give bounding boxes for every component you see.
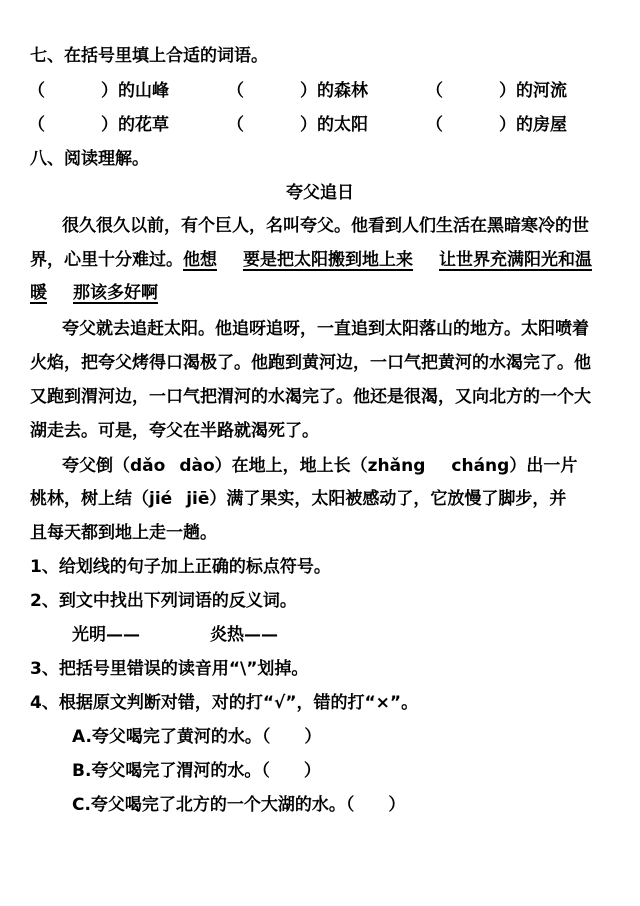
question-3: 3、把括号里错误的读音用“\”划掉。 [30,659,309,679]
paragraph3-line1 [62,455,577,477]
fill-blank-6-text: ）的房屋 [499,115,567,135]
fill-blank-4-text: ）的花草 [101,115,169,135]
paragraph1-line3 [30,282,158,304]
pinyin-option: zhǎng [367,456,426,476]
fill-blank-6 [426,114,567,136]
pinyin-option: jié [149,489,173,509]
pinyin-option: jiē [186,489,210,509]
antonym-word-2: 炎热—— [210,625,278,645]
paragraph3-line3: 且每天都到地上走一趟。 [30,523,217,543]
antonym-word-1: 光明—— [72,625,140,645]
plain-text: 界，心里十分难过。 [30,250,183,270]
fill-blank-4 [28,114,169,136]
paragraph1-line1: 很久很久以前，有个巨人，名叫夸父。他看到人们生活在黑暗寒冷的世 [62,216,589,236]
judge-item-a: A.夸父喝完了黄河的水。（ ） [72,727,322,747]
paragraph1-line2 [30,249,592,271]
text: 夸父倒（ [62,456,130,476]
underlined-text: 暖 [30,283,47,303]
open-paren: （ [28,115,45,135]
fill-blank-2 [227,80,368,102]
pinyin-option: dào [179,456,215,476]
paragraph2-line1: 夸父就去追赶太阳。他追呀追呀，一直追到太阳落山的地方。太阳喷着 [62,319,589,339]
underlined-text: 要是把太阳搬到地上来 [243,250,413,270]
text: ）出一片 [509,456,578,476]
fill-blank-5 [227,114,368,136]
paragraph2-line4: 湖走去。可是，夸父在半路就渴死了。 [30,421,319,441]
text: ）在地上，地上长（ [214,456,368,476]
pinyin-option: dǎo [130,456,166,476]
judge-item-c: C.夸父喝完了北方的一个大湖的水。（ ） [72,795,406,815]
question-1: 1、给划线的句子加上正确的标点符号。 [30,557,331,577]
text: 桃林，树上结（ [30,489,149,509]
text: ）满了果实，太阳被感动了，它放慢了脚步，并 [209,489,567,509]
question-2: 2、到文中找出下列词语的反义词。 [30,591,297,611]
underlined-text: 让世界充满阳光和温 [439,250,592,270]
fill-blank-2-text: ）的森林 [300,81,368,101]
paragraph2-line2: 火焰，把夸父烤得口渴极了。他跑到黄河边，一口气把黄河的水渴完了。他 [30,353,591,373]
open-paren: （ [28,81,45,101]
section8-heading: 八、阅读理解。 [30,149,149,169]
question-4: 4、根据原文判断对错，对的打“√”，错的打“×”。 [30,693,419,713]
underlined-sentence [183,250,592,270]
underlined-text: 他想 [183,250,217,270]
fill-blank-1-text: ）的山峰 [101,81,169,101]
open-paren: （ [227,81,244,101]
section7-heading: 七、在括号里填上合适的词语。 [30,46,268,66]
underlined-sentence [30,283,158,303]
fill-blank-1 [28,80,169,102]
open-paren: （ [426,115,443,135]
open-paren: （ [227,115,244,135]
fill-blank-3 [426,80,567,102]
story-title: 夸父追日 [286,183,354,203]
paragraph3-line2 [30,488,566,510]
pinyin-option: cháng [451,456,510,476]
fill-blank-5-text: ）的太阳 [300,115,368,135]
open-paren: （ [426,81,443,101]
judge-item-b: B.夸父喝完了渭河的水。（ ） [72,761,321,781]
underlined-text: 那该多好啊 [73,283,158,303]
paragraph2-line3: 又跑到渭河边，一口气把渭河的水渴完了。他还是很渴，又向北方的一个大 [30,387,591,407]
fill-blank-3-text: ）的河流 [499,81,567,101]
